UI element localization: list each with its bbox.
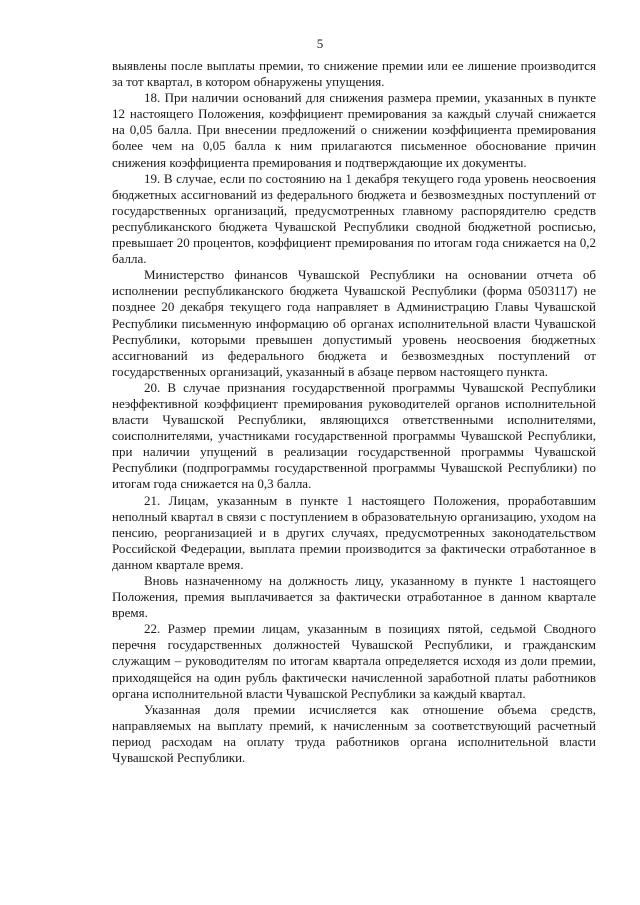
paragraph-item-20: 20. В случае признания государственной программы Чувашской Республики неэффективной коэффициент премирования руководителей органов исполнительной власти Чувашской Республики, являющихся ответственными исполнителями, соисполнителями, участниками государственной программы Чувашской Республики, при наличии упущений в реализации государственной программы Чувашской Республики (подпрограммы государственной программы Чувашской Республики) по итогам года снижается на 0,3 балла. <box>112 379 596 492</box>
page-number: 5 <box>316 36 324 51</box>
paragraph-item-22: 22. Размер премии лицам, указанным в позициях пятой, седьмой Сводного перечня государственных должностей Чувашской Республики, и гражданским служащим – руководителям по итогам квартала определяется исходя из доли премии, приходящейся на один рубль фактически начисленной заработной платы работников органа исполнительной власти Чувашской Республики за каждый квартал. <box>112 621 596 701</box>
paragraph-item-19-ministry: Министерство финансов Чувашской Республики на основании отчета об исполнении республиканского бюджета Чувашской Республики (форма 0503117) не позднее 20 декабря текущего года направляет в Администрацию Главы Чувашской Республики письменную информацию об органах исполнительной власти Чувашской Республики, которыми превышен допустимый уровень неосвоения бюджетных ассигнований из федерального бюджета и безвозмездных поступлений от государственных организаций, указанный в абзаце первом настоящего пункта. <box>112 267 596 379</box>
paragraph-item-18: 18. При наличии оснований для снижения размера премии, указанных в пункте 12 настоящего Положения, коэффициент премирования за каждый случай снижается на 0,05 балла. При внесении предложений о снижении коэффициента премирования более чем на 0,05 балла к ним прилагаются письменное обоснование причин снижения коэффициента премирования и подтверждающие их документы. <box>112 90 596 170</box>
paragraph-continuation: выявлены после выплаты премии, то снижение премии или ее лишение производится за тот квартал, в котором обнаружены упущения. <box>112 58 596 90</box>
document-body <box>112 58 596 766</box>
paragraph-item-21-new-appointee: Вновь назначенному на должность лицу, указанному в пункте 1 настоящего Положения, премия выплачивается за фактически отработанное в данном квартале время. <box>112 573 596 621</box>
paragraph-item-19: 19. В случае, если по состоянию на 1 декабря текущего года уровень неосвоения бюджетных ассигнований из федерального бюджета и безвозмездных поступлений от государственных организаций, предусмотренных главному распорядителю средств республиканского бюджета Чувашской Республики сводной бюджетной росписью, превышает 20 процентов, коэффициент премирования по итогам года снижается на 0,2 балла. <box>112 170 596 267</box>
paragraph-item-21: 21. Лицам, указанным в пункте 1 настоящего Положения, проработавшим неполный квартал в связи с поступлением в образовательную организацию, уходом на пенсию, реорганизацией и в других случаях, предусмотренных законодательством Российской Федерации, выплата премии производится за фактически отработанное в данном квартале время. <box>112 492 596 572</box>
paragraph-item-22-share: Указанная доля премии исчисляется как отношение объема средств, направляемых на выплату премий, к начисленным за соответствующий расчетный период расходам на оплату труда работников органа исполнительной власти Чувашской Республики. <box>112 701 596 766</box>
